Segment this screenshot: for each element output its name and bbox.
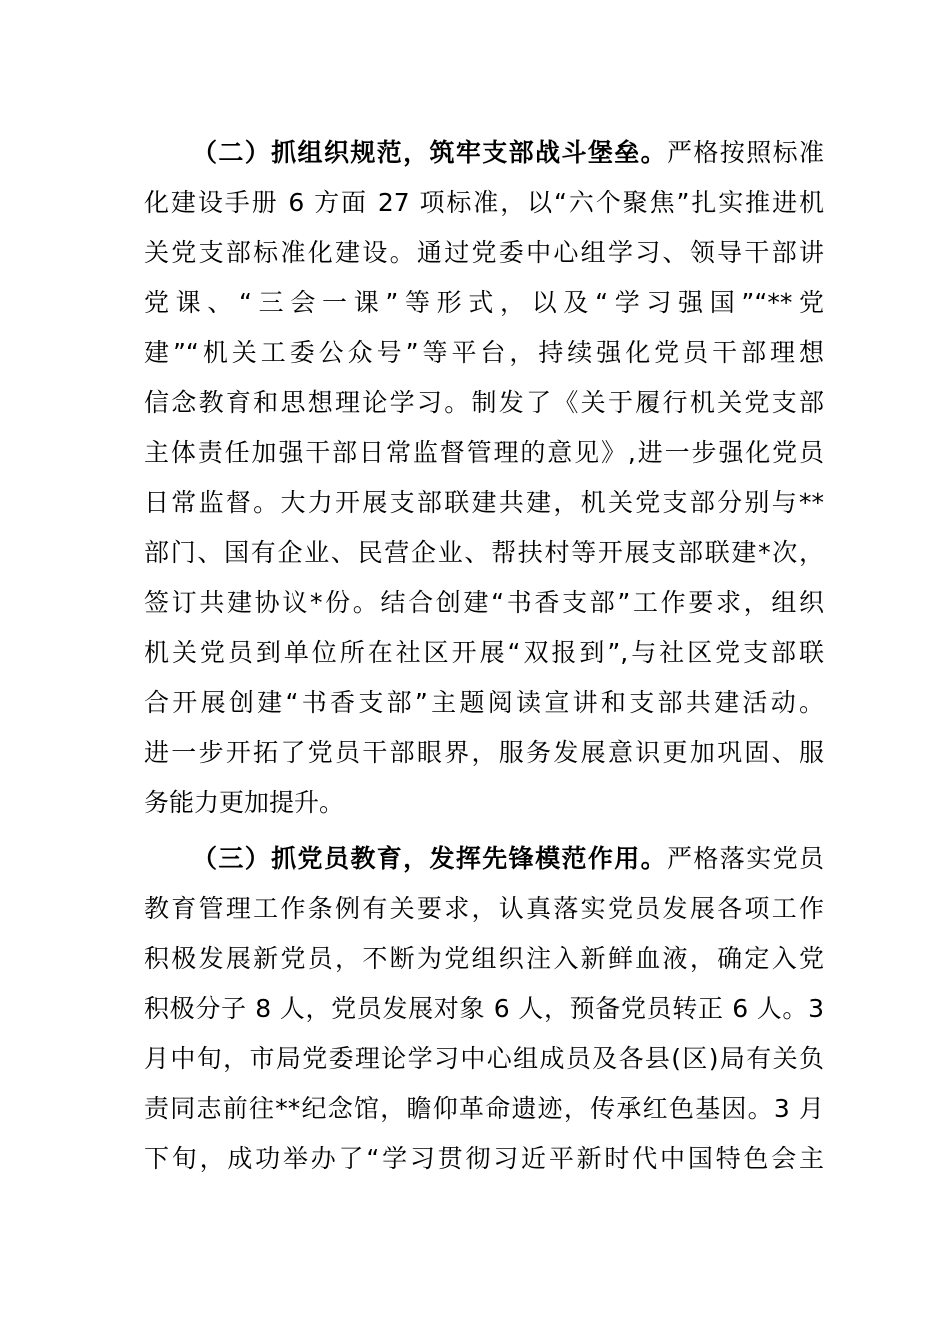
- paragraph-2-line-2: 化建设手册 6 方面 27 项标准，以“六个聚焦”扎实推进机: [144, 188, 824, 217]
- paragraph-3-line-5: 月中旬，市局党委理论学习中心组成员及各县(区)局有关负: [144, 1044, 824, 1073]
- paragraph-3-line-4: 积极分子 8 人，党员发展对象 6 人，预备党员转正 6 人。3: [144, 994, 824, 1023]
- paragraph-2-line-9: 部门、国有企业、民营企业、帮扶村等开展支部联建*次，: [144, 538, 824, 567]
- paragraph-2-line-5: 建”“机关工委公众号”等平台，持续强化党员干部理想: [144, 338, 824, 367]
- paragraph-2-line-6: 信念教育和思想理论学习。制发了《关于履行机关党支部: [144, 388, 824, 417]
- paragraph-2-line-3: 关党支部标准化建设。通过党委中心组学习、领导干部讲: [144, 238, 824, 267]
- paragraph-2-line-13: 进一步开拓了党员干部眼界，服务发展意识更加巩固、服: [144, 738, 824, 767]
- section-heading-3: （三）抓党员教育，发挥先锋模范作用。: [192, 844, 668, 873]
- paragraph-2-line-1: [144, 128, 824, 178]
- paragraph-2-line-11: 机关党员到单位所在社区开展“双报到”,与社区党支部联: [144, 638, 824, 667]
- paragraph-text: 严格落实党员: [667, 844, 824, 873]
- section-heading-2: （二）抓组织规范，筑牢支部战斗堡垒。: [192, 138, 668, 167]
- paragraph-2-line-7: 主体责任加强干部日常监督管理的意见》,进一步强化党员: [144, 438, 824, 467]
- paragraph-2-line-10: 签订共建协议*份。结合创建“书香支部”工作要求，组织: [144, 588, 824, 617]
- paragraph-3-line-6: 责同志前往**纪念馆，瞻仰革命遗迹，传承红色基因。3 月: [144, 1094, 824, 1123]
- paragraph-3-line-1: [144, 834, 824, 884]
- paragraph-3-line-2: 教育管理工作条例有关要求，认真落实党员发展各项工作: [144, 894, 824, 923]
- paragraph-2-line-4: 党课、“三会一课”等形式，以及“学习强国”“**党: [144, 288, 824, 317]
- paragraph-2-line-14: 务能力更加提升。: [144, 788, 345, 817]
- paragraph-3-line-7: 下旬，成功举办了“学习贯彻习近平新时代中国特色会主: [144, 1144, 824, 1173]
- paragraph-text: 严格按照标准: [667, 138, 824, 167]
- paragraph-2-line-12: 合开展创建“书香支部”主题阅读宣讲和支部共建活动。: [144, 688, 824, 717]
- paragraph-3-line-3: 积极发展新党员，不断为党组织注入新鲜血液，确定入党: [144, 944, 824, 973]
- paragraph-2-line-8: 日常监督。大力开展支部联建共建，机关党支部分别与**: [144, 488, 824, 517]
